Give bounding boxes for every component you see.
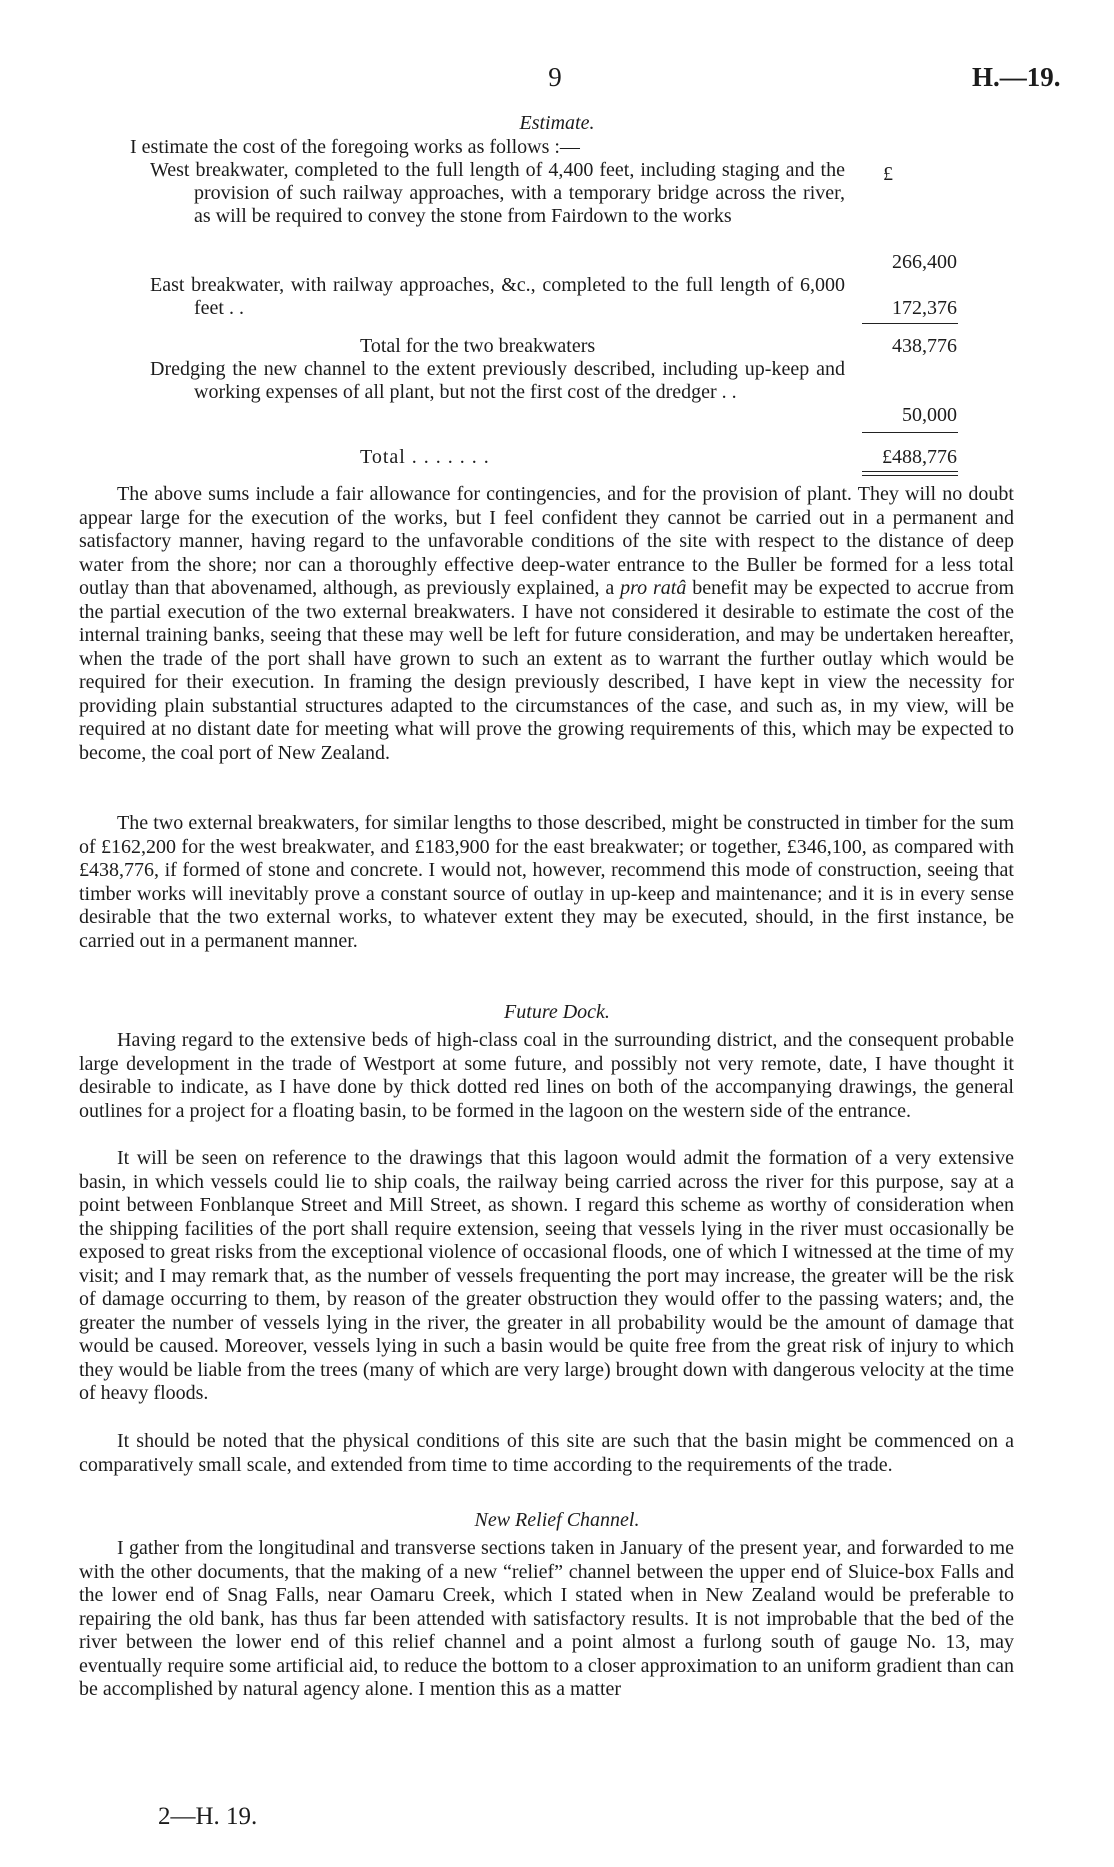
total-double-rule-bottom bbox=[862, 475, 958, 476]
subtotal-amount: 438,776 bbox=[892, 335, 957, 357]
east-breakwater-amount: 172,376 bbox=[892, 297, 957, 319]
future-dock-heading: Future Dock. bbox=[504, 1001, 610, 1023]
total-double-rule-top bbox=[862, 471, 958, 472]
total-amount: £488,776 bbox=[882, 446, 957, 468]
west-breakwater-item: West breakwater, completed to the full length of 4,400 feet, including staging and the provision of such railway approaches, with a temporary bridge across the river, as will be required to convey the stone from Fairdown to the works bbox=[150, 159, 845, 227]
para1-text-end: benefit may be expected to accrue from the partial execution of the two external breakwaters. I have not considered it desirable to estimate the cost of the internal training banks, seeing that these may well be left for future consideration, and may be undertaken hereafter, when the trade of the port shall have grown to such an extent as to warrant the further outlay which would be required for their execution. In framing the design previously described, I have kept in view the necessity for providing plain substantial structures adapted to the circumstances of the case, and such as, in my view, will be required at no distant date for meeting what will prove the growing requirements of this, which may be expected to become, the coal port of New Zealand. bbox=[79, 577, 1015, 764]
total-rule bbox=[862, 432, 958, 433]
subtotal-label: Total for the two breakwaters bbox=[360, 335, 596, 357]
subtotal-rule bbox=[862, 323, 958, 324]
para1-italic-phrase: pro ratâ bbox=[620, 577, 687, 599]
relief-channel-heading: New Relief Channel. bbox=[474, 1509, 640, 1531]
page-number: 9 bbox=[548, 62, 562, 92]
dredging-item: Dredging the new channel to the extent previously described, including up-keep and working expenses of all plant, but not the first cost of the dredger . . bbox=[150, 358, 845, 403]
para1-text-start: The above sums include a fair allowance for contingencies, and for the provision of plant. They will no doubt appear large for the execution of the works, but I feel confident they cannot be carried out in a permanent and satisfactory manner, having regard to the unfavorable conditions of the site with respect to the distance of deep water from the shore; nor can a thoroughly effective deep-water entrance to the Buller be formed for a less total outlay than that abovenamed, although, as previously explained, a bbox=[79, 483, 1014, 599]
relief-channel-paragraph-1: I gather from the longitudinal and transverse sections taken in January of the present year, and forwarded to me with the other documents, that the making of a new “relief” channel between the upper end of Sluice-box Falls and the lower end of Snag Falls, near Oamaru Creek, which I stated when in New Zealand would be preferable to repairing the old bank, has thus far been attended with satisfactory results. It is not improbable that the bed of the river between the lower end of this relief channel and a point almost a furlong south of gauge No. 13, may eventually require some artificial aid, to reduce the bottom to a closer approximation to an uniform gradient than can be accomplished by natural agency alone. I mention this as a matter bbox=[79, 1537, 1014, 1700]
document-reference: H.—19. bbox=[972, 62, 1061, 92]
body-paragraph-2: The two external breakwaters, for similar lengths to those described, might be constructed in timber for the sum of £162,200 for the west breakwater, and £183,900 for the east breakwater; or together, £346,100, as compared with £438,776, if formed of stone and concrete. I would not, however, recommend this mode of construction, seeing that timber works will inevitably prove a constant source of outlay in up-keep and maintenance; and it is in every sense desirable that the two external works, to whatever extent they may be executed, should, in the first instance, be carried out in a permanent manner. bbox=[79, 812, 1014, 952]
estimate-intro: I estimate the cost of the foregoing works as follows :— bbox=[130, 136, 580, 158]
currency-symbol: £ bbox=[883, 163, 893, 185]
dredging-amount: 50,000 bbox=[902, 404, 957, 426]
west-breakwater-amount: 266,400 bbox=[892, 251, 957, 273]
total-label: Total . . . . . . . bbox=[360, 446, 490, 468]
signature-mark: 2—H. 19. bbox=[158, 1803, 258, 1830]
future-dock-paragraph-2: It will be seen on reference to the drawings that this lagoon would admit the formation of a very extensive basin, in which vessels could lie to ship coals, the railway being carried across the river for this purpose, say at a point between Fonblanque Street and Mill Street, as shown. I regard this scheme as worthy of consideration when the shipping facilities of the port shall require extension, seeing that vessels lying in the river must occasionally be exposed to great risks from the exceptional violence of occasional floods, one of which I witnessed at the time of my visit; and I may remark that, as the number of vessels frequenting the port may increase, the greater will be the risk of damage occurring to them, by reason of the greater obstruction they would offer to the passing waters; and, the greater the number of vessels lying in the river, the greater in all probability would be the amount of damage that would be caused. Moreover, vessels lying in such a basin would be quite free from the great risk of injury to which they would be liable from the trees (many of which are very large) brought down with dangerous velocity at the time of heavy floods. bbox=[79, 1147, 1014, 1404]
estimate-heading: Estimate. bbox=[519, 112, 595, 134]
body-paragraph-1 bbox=[79, 483, 1014, 765]
future-dock-paragraph-1: Having regard to the extensive beds of high-class coal in the surrounding district, and the consequent probable large development in the trade of Westport at some future, and possibly not very remote, date, I have thought it desirable to indicate, as I have done by thick dotted red lines on both of the accompanying drawings, the general outlines for a project for a floating basin, to be formed in the lagoon on the western side of the entrance. bbox=[79, 1029, 1014, 1122]
future-dock-paragraph-3: It should be noted that the physical conditions of this site are such that the basin might be commenced on a comparatively small scale, and extended from time to time according to the requirements of the trade. bbox=[79, 1430, 1014, 1476]
east-breakwater-item: East breakwater, with railway approaches, &c., completed to the full length of 6,000 feet . . bbox=[150, 274, 845, 319]
